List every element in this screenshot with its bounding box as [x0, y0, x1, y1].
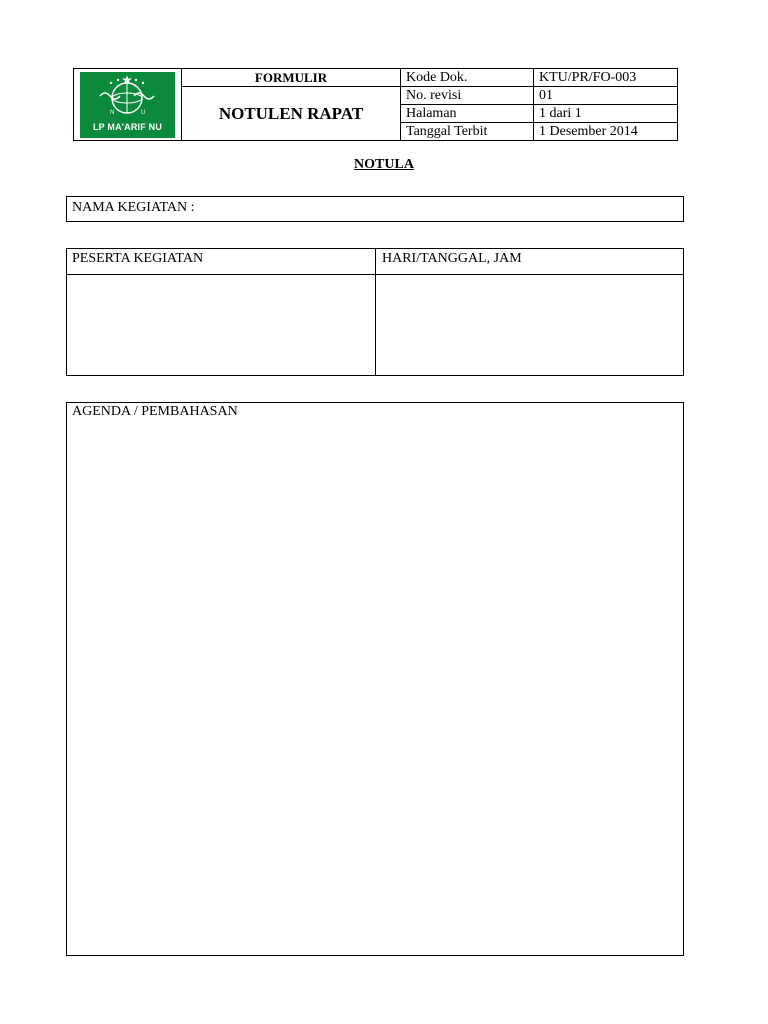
kode-dok-label: Kode Dok. [401, 69, 534, 87]
nama-kegiatan-field[interactable] [66, 196, 684, 222]
logo-text: LP MA'ARIF NU [92, 121, 163, 132]
kode-dok-value: KTU/PR/FO-003 [534, 69, 678, 87]
halaman-value: 1 dari 1 [534, 105, 678, 123]
peserta-kegiatan-label: PESERTA KEGIATAN [72, 251, 204, 266]
nama-kegiatan-label: NAMA KEGIATAN : [72, 200, 195, 215]
halaman-label: Halaman [401, 105, 534, 123]
page-title: NOTULA [354, 157, 414, 172]
peserta-hari-table [66, 248, 684, 376]
hari-tanggal-jam-label: HARI/TANGGAL, JAM [382, 251, 522, 266]
column-divider [375, 249, 376, 375]
header-divider [67, 274, 683, 275]
doc-title: NOTULEN RAPAT [182, 87, 401, 141]
agenda-pembahasan-label: AGENDA / PEMBAHASAN [72, 404, 238, 419]
no-revisi-label: No. revisi [401, 87, 534, 105]
svg-text:U: U [141, 109, 146, 116]
tanggal-terbit-label: Tanggal Terbit [401, 123, 534, 141]
lp-maarif-nu-logo [80, 72, 175, 138]
svg-text:N: N [110, 109, 115, 116]
tanggal-terbit-value: 1 Desember 2014 [534, 123, 678, 141]
agenda-pembahasan-field[interactable] [66, 402, 684, 956]
no-revisi-value: 01 [534, 87, 678, 105]
formulir-label: FORMULIR [182, 69, 401, 87]
logo-cell [74, 69, 182, 141]
document-header-table [73, 68, 678, 141]
